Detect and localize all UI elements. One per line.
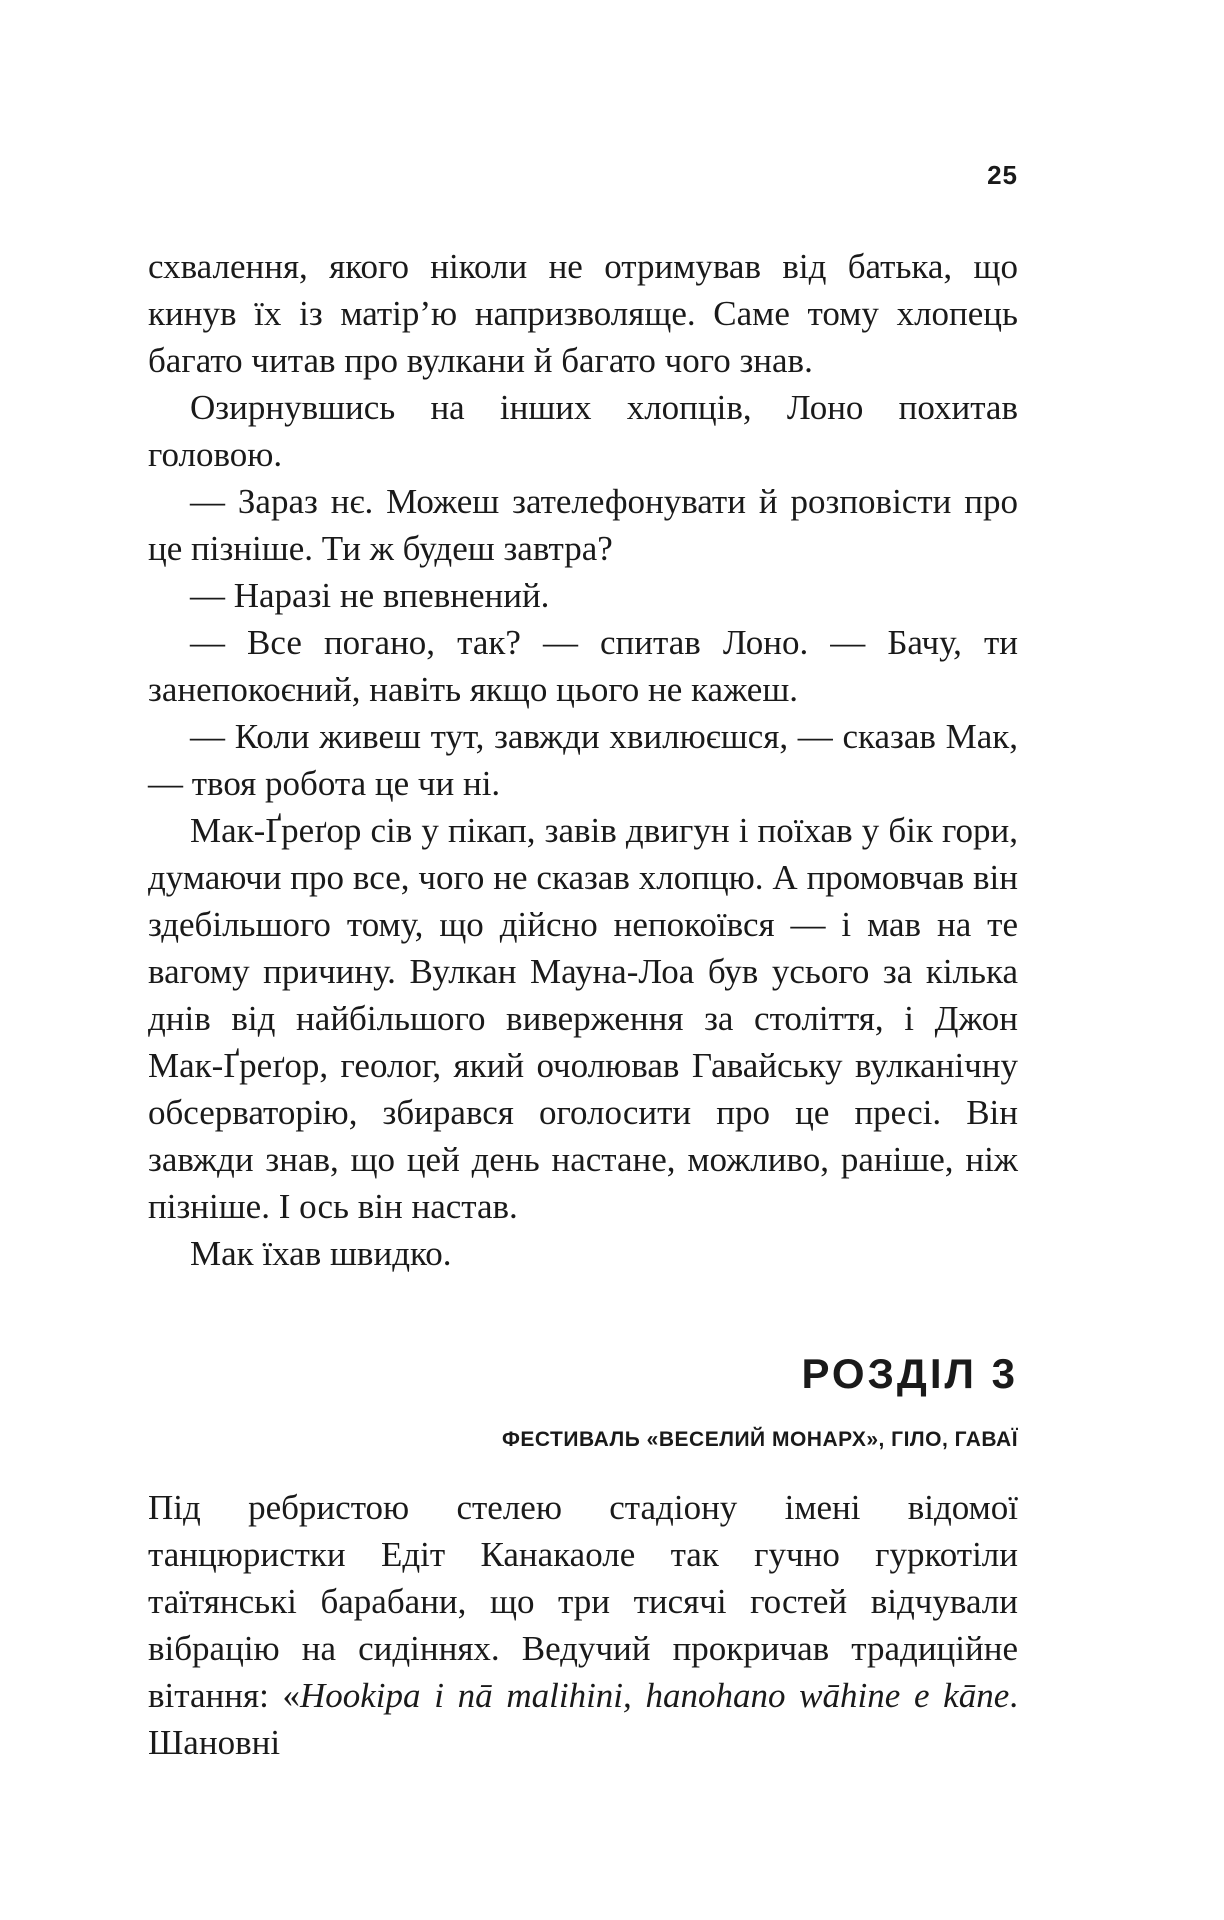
paragraph-lead: Під ребристою стелею стадіону імені відомої танцюристки Едіт Канакаоле так гучно гуркотіли таїтянські барабани, що три тисячі гостей відчували вібрацію на сидіннях. Ведучий прокричав традиційне вітання: « [148,1488,1018,1715]
paragraph [148,1484,1018,1766]
paragraph: Мак-Ґреґор сів у пікап, завів двигун і поїхав у бік гори, думаючи про все, чого не сказав хлопцю. А промовчав він здебільшого тому, що дійсно непокоївся — і мав на те вагому причину. Вулкан Мауна-Лоа був усього за кілька днів від найбільшого виверження за століття, і Джон Мак-Ґреґор, геолог, який очолював Гавайську вулканічну обсерваторію, збирався оголосити про це пресі. Він завжди знав, що цей день настане, можливо, раніше, ніж пізніше. І ось він настав. [148,811,1018,1226]
chapter-title: РОЗДІЛ 3 [801,1350,1018,1397]
paragraph: — Коли живеш тут, завжди хвилюєшся, — сказав Мак, — твоя робота це чи ні. [148,717,1018,803]
paragraph: — Наразі не впевнений. [190,576,550,615]
paragraph: Озирнувшись на інших хлопців, Лоно похитав головою. [148,388,1018,474]
page-number: 25 [987,160,1018,190]
paragraph: схвалення, якого ніколи не отримував від батька, що кинув їх із матір’ю напризволяще. Саме тому хлопець багато читав про вулкани й багато чого знав. [148,247,1018,380]
hawaiian-greeting: Hookipa i nā malihini, hanohano wāhine e kāne [300,1676,1010,1715]
paragraph: — Зараз нє. Можеш зателефонувати й розповісти про це пізніше. Ти ж будеш завтра? [148,482,1018,568]
paragraph: — Все погано, так? — спитав Лоно. — Бачу, ти занепокоєний, навіть якщо цього не кажеш. [148,623,1018,709]
chapter-opening-text [148,1484,1018,1766]
chapter-subtitle: ФЕСТИВАЛЬ «ВЕСЕЛИЙ МОНАРХ», ГІЛО, ГАВАЇ [501,1428,1018,1451]
top-text-block [148,243,1018,1277]
paragraph-tail: . Шановні [148,1676,1019,1762]
paragraph: Мак їхав швидко. [190,1234,452,1273]
